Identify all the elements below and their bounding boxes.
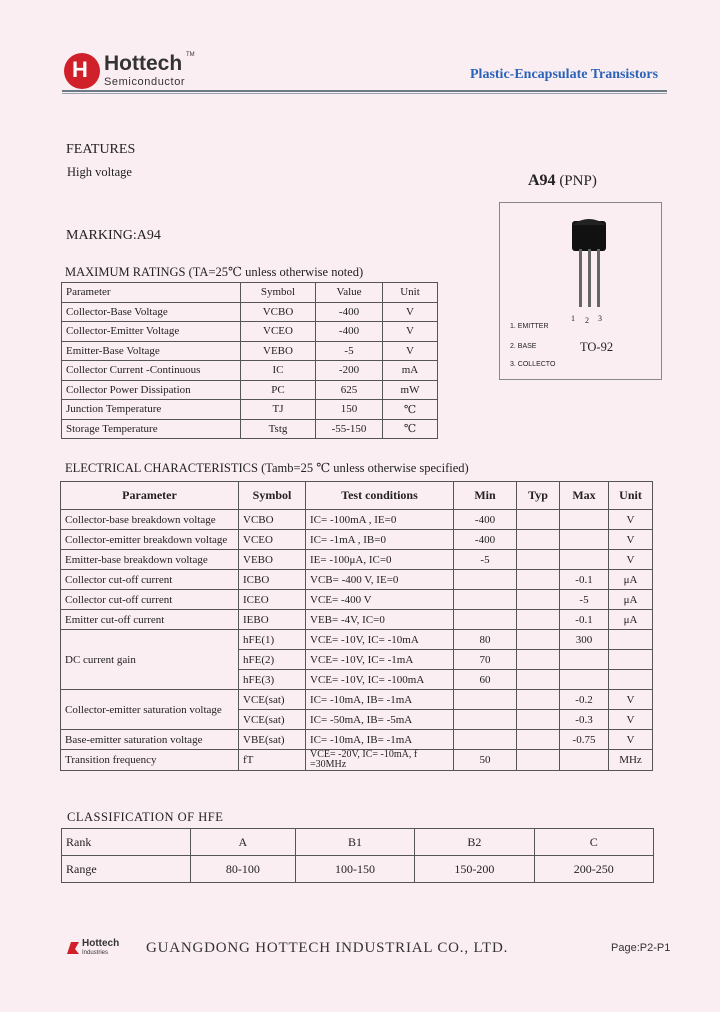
cell: ICEO xyxy=(239,590,306,610)
cell: -0.1 xyxy=(560,610,609,630)
features-item: High voltage xyxy=(67,165,132,179)
cell: Base-emitter saturation voltage xyxy=(61,730,239,750)
cell: C xyxy=(534,829,653,856)
document-title: Plastic-Encapsulate Transistors xyxy=(470,67,659,82)
trademark: TM xyxy=(186,52,195,58)
cell: V xyxy=(609,530,653,550)
table-row xyxy=(61,570,653,590)
cell xyxy=(517,730,560,750)
cell xyxy=(517,650,560,670)
cell: Collector-emitter breakdown voltage xyxy=(61,530,239,550)
cell xyxy=(609,630,653,650)
header-cell: Max xyxy=(560,482,609,510)
table-row xyxy=(62,341,438,361)
cell xyxy=(560,530,609,550)
cell: -400 xyxy=(454,510,517,530)
table-row xyxy=(61,630,653,650)
cell: V xyxy=(383,302,438,322)
table-row xyxy=(61,730,653,750)
cell: DC current gain xyxy=(61,630,239,690)
cell xyxy=(517,710,560,730)
cell: VCEO xyxy=(239,530,306,550)
cell: -0.2 xyxy=(560,690,609,710)
cell: IC xyxy=(241,361,316,381)
cell: Emitter-base breakdown voltage xyxy=(61,550,239,570)
cell: 150 xyxy=(316,400,383,420)
cell: μA xyxy=(609,570,653,590)
cell xyxy=(517,690,560,710)
table-header-row xyxy=(62,283,438,303)
brand-subtitle: Semiconductor xyxy=(104,76,186,88)
cell: μA xyxy=(609,590,653,610)
cell xyxy=(454,570,517,590)
table-row xyxy=(62,361,438,381)
cell: VEBO xyxy=(241,341,316,361)
cell: mA xyxy=(383,361,438,381)
cell: Collector cut-off current xyxy=(61,570,239,590)
cell: fT xyxy=(239,750,306,771)
cell: IC= -10mA, IB= -1mA xyxy=(306,690,454,710)
table-row xyxy=(62,400,438,420)
pin-desc-2: 2. BASE xyxy=(510,343,537,350)
table-row xyxy=(61,530,653,550)
cell: VBE(sat) xyxy=(239,730,306,750)
cell: MHz xyxy=(609,750,653,771)
header-cell: Unit xyxy=(609,482,653,510)
pin-label-1: 1 xyxy=(571,314,575,323)
table-row xyxy=(62,829,654,856)
header-cell: Value xyxy=(316,283,383,303)
cell: A xyxy=(191,829,296,856)
cell: VCE= -10V, IC= -10mA xyxy=(306,630,454,650)
table-header-row xyxy=(61,482,653,510)
cell: 100-150 xyxy=(295,856,414,883)
cell: -5 xyxy=(316,341,383,361)
header-cell: Symbol xyxy=(241,283,316,303)
header-cell: Parameter xyxy=(62,283,241,303)
header-cell: Unit xyxy=(383,283,438,303)
cell: -0.1 xyxy=(560,570,609,590)
cell: V xyxy=(383,322,438,342)
cell: V xyxy=(609,710,653,730)
cell: -0.3 xyxy=(560,710,609,730)
cell: hFE(3) xyxy=(239,670,306,690)
cell: -400 xyxy=(454,530,517,550)
cell: ICBO xyxy=(239,570,306,590)
pin-label-2: 2 xyxy=(585,316,589,325)
cell: 80 xyxy=(454,630,517,650)
cell: V xyxy=(609,510,653,530)
cell: Collector-base breakdown voltage xyxy=(61,510,239,530)
cell: VCBO xyxy=(241,302,316,322)
cell: IE= -100μA, IC=0 xyxy=(306,550,454,570)
package-name: TO-92 xyxy=(580,340,614,354)
cell xyxy=(517,510,560,530)
cell: VCE= -20V, IC= -10mA, f =30MHz xyxy=(306,750,454,771)
marking: MARKING:A94 xyxy=(66,228,161,243)
table-row xyxy=(62,419,438,439)
max-ratings-table xyxy=(61,282,438,439)
cell: VCE= -400 V xyxy=(306,590,454,610)
table-row xyxy=(61,610,653,630)
cell: Rank xyxy=(62,829,191,856)
cell: Collector cut-off current xyxy=(61,590,239,610)
cell: -400 xyxy=(316,322,383,342)
cell: hFE(1) xyxy=(239,630,306,650)
part-type: (PNP) xyxy=(559,173,597,189)
cell xyxy=(454,730,517,750)
table-row xyxy=(61,750,653,771)
cell: 200-250 xyxy=(534,856,653,883)
table-row xyxy=(62,302,438,322)
cell: 50 xyxy=(454,750,517,771)
cell: -5 xyxy=(560,590,609,610)
cell: VCBO xyxy=(239,510,306,530)
part-number-value: A94 xyxy=(528,172,556,189)
cell: ℃ xyxy=(383,419,438,439)
cell xyxy=(560,650,609,670)
pin-desc-3: 3. COLLECTO xyxy=(510,361,556,368)
cell: Transition frequency xyxy=(61,750,239,771)
cell xyxy=(560,510,609,530)
cell: 60 xyxy=(454,670,517,690)
cell xyxy=(517,550,560,570)
table-row xyxy=(62,856,654,883)
cell xyxy=(560,750,609,771)
cell: V xyxy=(609,730,653,750)
cell: V xyxy=(609,550,653,570)
brand-name: Hottech xyxy=(104,52,183,75)
classification-title: CLASSIFICATION OF HFE xyxy=(67,810,224,824)
cell: mW xyxy=(383,380,438,400)
cell: PC xyxy=(241,380,316,400)
cell: 625 xyxy=(316,380,383,400)
table-row xyxy=(62,322,438,342)
cell: -55-150 xyxy=(316,419,383,439)
footer-logo-name: Hottech xyxy=(82,938,120,949)
cell: VCEO xyxy=(241,322,316,342)
cell: B2 xyxy=(415,829,534,856)
cell: -5 xyxy=(454,550,517,570)
cell xyxy=(517,630,560,650)
cell: IC= -1mA , IB=0 xyxy=(306,530,454,550)
cell: 300 xyxy=(560,630,609,650)
page-number: Page:P2-P1 xyxy=(611,942,671,954)
header-cell: Typ xyxy=(517,482,560,510)
cell: Collector-Base Voltage xyxy=(62,302,241,322)
company-name: GUANGDONG HOTTECH INDUSTRIAL CO., LTD. xyxy=(146,940,509,956)
logo-mark xyxy=(64,53,100,89)
cell: IC= -50mA, IB= -5mA xyxy=(306,710,454,730)
max-ratings-title: MAXIMUM RATINGS (TA=25℃ unless otherwise noted) xyxy=(65,265,364,279)
header-cell: Min xyxy=(454,482,517,510)
pin-desc-1: 1. EMITTER xyxy=(510,323,549,330)
cell: Range xyxy=(62,856,191,883)
cell: VEBO xyxy=(239,550,306,570)
cell xyxy=(609,670,653,690)
cell: Emitter-Base Voltage xyxy=(62,341,241,361)
cell xyxy=(609,650,653,670)
cell: IC= -100mA , IE=0 xyxy=(306,510,454,530)
cell xyxy=(560,550,609,570)
footer-logo-sub: Industries xyxy=(82,950,109,956)
cell: -200 xyxy=(316,361,383,381)
electrical-table xyxy=(60,481,653,771)
cell: 80-100 xyxy=(191,856,296,883)
cell xyxy=(454,710,517,730)
pin-label-3: 3 xyxy=(598,314,602,323)
features-heading: FEATURES xyxy=(66,142,136,157)
cell xyxy=(517,750,560,771)
header-rule xyxy=(62,90,667,92)
cell: Tstg xyxy=(241,419,316,439)
header-cell: Test conditions xyxy=(306,482,454,510)
cell xyxy=(560,670,609,690)
cell: VCB= -400 V, IE=0 xyxy=(306,570,454,590)
header-rule-thin xyxy=(62,93,667,94)
cell xyxy=(517,610,560,630)
cell: IC= -10mA, IB= -1mA xyxy=(306,730,454,750)
cell: VCE= -10V, IC= -100mA xyxy=(306,670,454,690)
cell xyxy=(454,690,517,710)
cell xyxy=(454,610,517,630)
cell: -0.75 xyxy=(560,730,609,750)
cell: IEBO xyxy=(239,610,306,630)
cell: -400 xyxy=(316,302,383,322)
classification-table xyxy=(61,828,654,883)
cell: V xyxy=(609,690,653,710)
cell: V xyxy=(383,341,438,361)
cell: TJ xyxy=(241,400,316,420)
cell xyxy=(517,570,560,590)
cell: Junction Temperature xyxy=(62,400,241,420)
cell: VCE= -10V, IC= -1mA xyxy=(306,650,454,670)
part-number xyxy=(528,172,597,190)
cell: hFE(2) xyxy=(239,650,306,670)
cell: 70 xyxy=(454,650,517,670)
cell: VEB= -4V, IC=0 xyxy=(306,610,454,630)
cell xyxy=(517,530,560,550)
package-box xyxy=(499,202,662,380)
electrical-title: ELECTRICAL CHARACTERISTICS (Tamb=25 ℃ unless otherwise specified) xyxy=(65,461,469,475)
cell: Storage Temperature xyxy=(62,419,241,439)
cell: Emitter cut-off current xyxy=(61,610,239,630)
table-row xyxy=(61,690,653,710)
table-row xyxy=(61,510,653,530)
table-row xyxy=(61,590,653,610)
cell xyxy=(517,670,560,690)
header-cell: Parameter xyxy=(61,482,239,510)
table-row xyxy=(61,550,653,570)
cell: VCE(sat) xyxy=(239,710,306,730)
header-cell: Symbol xyxy=(239,482,306,510)
cell: Collector-emitter saturation voltage xyxy=(61,690,239,730)
cell xyxy=(517,590,560,610)
cell: B1 xyxy=(295,829,414,856)
cell: Collector Power Dissipation xyxy=(62,380,241,400)
cell: ℃ xyxy=(383,400,438,420)
table-row xyxy=(62,380,438,400)
cell: Collector-Emitter Voltage xyxy=(62,322,241,342)
cell: Collector Current -Continuous xyxy=(62,361,241,381)
cell: VCE(sat) xyxy=(239,690,306,710)
cell xyxy=(454,590,517,610)
cell: μA xyxy=(609,610,653,630)
cell: 150-200 xyxy=(415,856,534,883)
logo-letter: H xyxy=(72,57,88,82)
footer-logo-icon xyxy=(66,940,80,956)
